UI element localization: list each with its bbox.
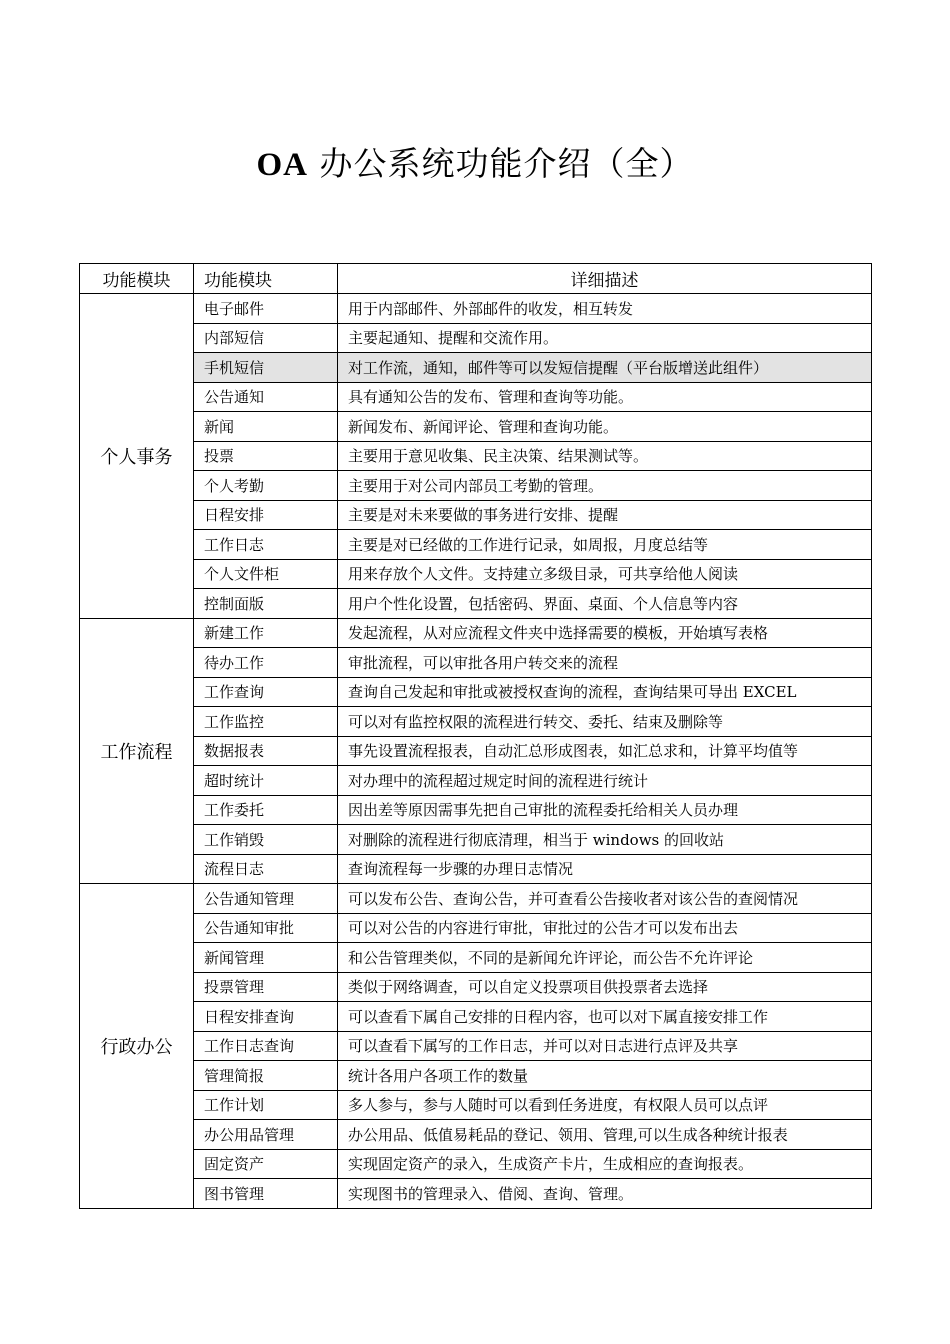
feature-desc: 可以发布公告、查询公告，并可查看公告接收者对该公告的查阅情况 — [338, 884, 872, 914]
feature-desc: 用来存放个人文件。支持建立多级目录，可共享给他人阅读 — [338, 559, 872, 589]
table-row — [80, 412, 872, 442]
table-row — [80, 972, 872, 1002]
feature-desc: 具有通知公告的发布、管理和查询等功能。 — [338, 382, 872, 412]
table-row — [80, 500, 872, 530]
table-row — [80, 471, 872, 501]
table-row — [80, 1061, 872, 1091]
table-row — [80, 294, 872, 324]
feature-name: 工作监控 — [194, 707, 338, 737]
feature-name: 内部短信 — [194, 323, 338, 353]
feature-name: 投票管理 — [194, 972, 338, 1002]
feature-desc: 用于内部邮件、外部邮件的收发，相互转发 — [338, 294, 872, 324]
feature-desc: 发起流程，从对应流程文件夹中选择需要的模板，开始填写表格 — [338, 618, 872, 648]
feature-desc: 事先设置流程报表，自动汇总形成图表，如汇总求和，计算平均值等 — [338, 736, 872, 766]
feature-name: 电子邮件 — [194, 294, 338, 324]
table-row — [80, 1179, 872, 1209]
feature-desc: 主要是对未来要做的事务进行安排、提醒 — [338, 500, 872, 530]
feature-name: 新闻 — [194, 412, 338, 442]
feature-desc: 用户个性化设置，包括密码、界面、桌面、个人信息等内容 — [338, 589, 872, 619]
feature-name: 超时统计 — [194, 766, 338, 796]
table-row — [80, 795, 872, 825]
category-cell: 工作流程 — [80, 618, 194, 884]
table-row — [80, 382, 872, 412]
feature-name: 控制面版 — [194, 589, 338, 619]
feature-name: 公告通知管理 — [194, 884, 338, 914]
feature-desc: 审批流程，可以审批各用户转交来的流程 — [338, 648, 872, 678]
feature-name: 投票 — [194, 441, 338, 471]
feature-name: 待办工作 — [194, 648, 338, 678]
feature-name: 新建工作 — [194, 618, 338, 648]
feature-name: 日程安排查询 — [194, 1002, 338, 1032]
table-row — [80, 943, 872, 973]
feature-name: 流程日志 — [194, 854, 338, 884]
feature-name: 公告通知 — [194, 382, 338, 412]
title-text: 办公系统功能介绍（全） — [308, 144, 694, 183]
feature-desc: 可以查看下属自己安排的日程内容，也可以对下属直接安排工作 — [338, 1002, 872, 1032]
feature-desc: 主要用于意见收集、民主决策、结果测试等。 — [338, 441, 872, 471]
table-row — [80, 884, 872, 914]
feature-name: 办公用品管理 — [194, 1120, 338, 1150]
feature-desc: 查询自己发起和审批或被授权查询的流程，查询结果可导出 EXCEL — [338, 677, 872, 707]
table-row — [80, 766, 872, 796]
table-row — [80, 825, 872, 855]
header-submodule: 功能模块 — [194, 264, 338, 294]
table-row — [80, 736, 872, 766]
table-row — [80, 1002, 872, 1032]
header-description: 详细描述 — [338, 264, 872, 294]
page-title — [0, 138, 950, 185]
feature-name: 日程安排 — [194, 500, 338, 530]
title-bold: OA — [256, 147, 308, 183]
feature-name: 新闻管理 — [194, 943, 338, 973]
table-row — [80, 1149, 872, 1179]
table-row — [80, 1090, 872, 1120]
header-row — [80, 264, 872, 294]
table-row — [80, 1031, 872, 1061]
feature-desc: 主要用于对公司内部员工考勤的管理。 — [338, 471, 872, 501]
feature-name: 工作销毁 — [194, 825, 338, 855]
table-row — [80, 618, 872, 648]
feature-desc: 对工作流，通知，邮件等可以发短信提醒（平台版增送此组件） — [338, 353, 872, 383]
feature-desc: 可以对公告的内容进行审批，审批过的公告才可以发布出去 — [338, 913, 872, 943]
feature-desc: 多人参与，参与人随时可以看到任务进度，有权限人员可以点评 — [338, 1090, 872, 1120]
feature-name: 公告通知审批 — [194, 913, 338, 943]
table-row — [80, 530, 872, 560]
table-row — [80, 854, 872, 884]
header-module: 功能模块 — [80, 264, 194, 294]
feature-name: 工作委托 — [194, 795, 338, 825]
feature-desc: 实现图书的管理录入、借阅、查询、管理。 — [338, 1179, 872, 1209]
feature-desc: 办公用品、低值易耗品的登记、领用、管理,可以生成各种统计报表 — [338, 1120, 872, 1150]
table-row — [80, 648, 872, 678]
table-row — [80, 1120, 872, 1150]
table-row — [80, 913, 872, 943]
feature-desc: 查询流程每一步骤的办理日志情况 — [338, 854, 872, 884]
feature-name: 工作计划 — [194, 1090, 338, 1120]
feature-name: 工作日志查询 — [194, 1031, 338, 1061]
feature-name: 工作查询 — [194, 677, 338, 707]
table-row — [80, 559, 872, 589]
feature-name: 数据报表 — [194, 736, 338, 766]
feature-desc: 因出差等原因需事先把自己审批的流程委托给相关人员办理 — [338, 795, 872, 825]
table-row — [80, 707, 872, 737]
feature-name: 工作日志 — [194, 530, 338, 560]
feature-name: 固定资产 — [194, 1149, 338, 1179]
feature-desc: 统计各用户各项工作的数量 — [338, 1061, 872, 1091]
table-row — [80, 677, 872, 707]
feature-desc: 可以查看下属写的工作日志，并可以对日志进行点评及共享 — [338, 1031, 872, 1061]
table-row-highlighted — [80, 353, 872, 383]
feature-desc: 类似于网络调查，可以自定义投票项目供投票者去选择 — [338, 972, 872, 1002]
feature-desc: 主要起通知、提醒和交流作用。 — [338, 323, 872, 353]
feature-desc: 和公告管理类似，不同的是新闻允许评论，而公告不允许评论 — [338, 943, 872, 973]
feature-name: 手机短信 — [194, 353, 338, 383]
feature-desc: 对办理中的流程超过规定时间的流程进行统计 — [338, 766, 872, 796]
feature-desc: 新闻发布、新闻评论、管理和查询功能。 — [338, 412, 872, 442]
feature-desc: 对删除的流程进行彻底清理，相当于 windows 的回收站 — [338, 825, 872, 855]
feature-name: 管理简报 — [194, 1061, 338, 1091]
table-row — [80, 441, 872, 471]
category-cell: 行政办公 — [80, 884, 194, 1209]
feature-desc: 实现固定资产的录入，生成资产卡片，生成相应的查询报表。 — [338, 1149, 872, 1179]
table-row — [80, 589, 872, 619]
feature-desc: 可以对有监控权限的流程进行转交、委托、结束及删除等 — [338, 707, 872, 737]
feature-name: 个人考勤 — [194, 471, 338, 501]
feature-name: 图书管理 — [194, 1179, 338, 1209]
feature-name: 个人文件柜 — [194, 559, 338, 589]
feature-desc: 主要是对已经做的工作进行记录，如周报，月度总结等 — [338, 530, 872, 560]
table-row — [80, 323, 872, 353]
category-cell: 个人事务 — [80, 294, 194, 619]
feature-table — [79, 263, 872, 1209]
